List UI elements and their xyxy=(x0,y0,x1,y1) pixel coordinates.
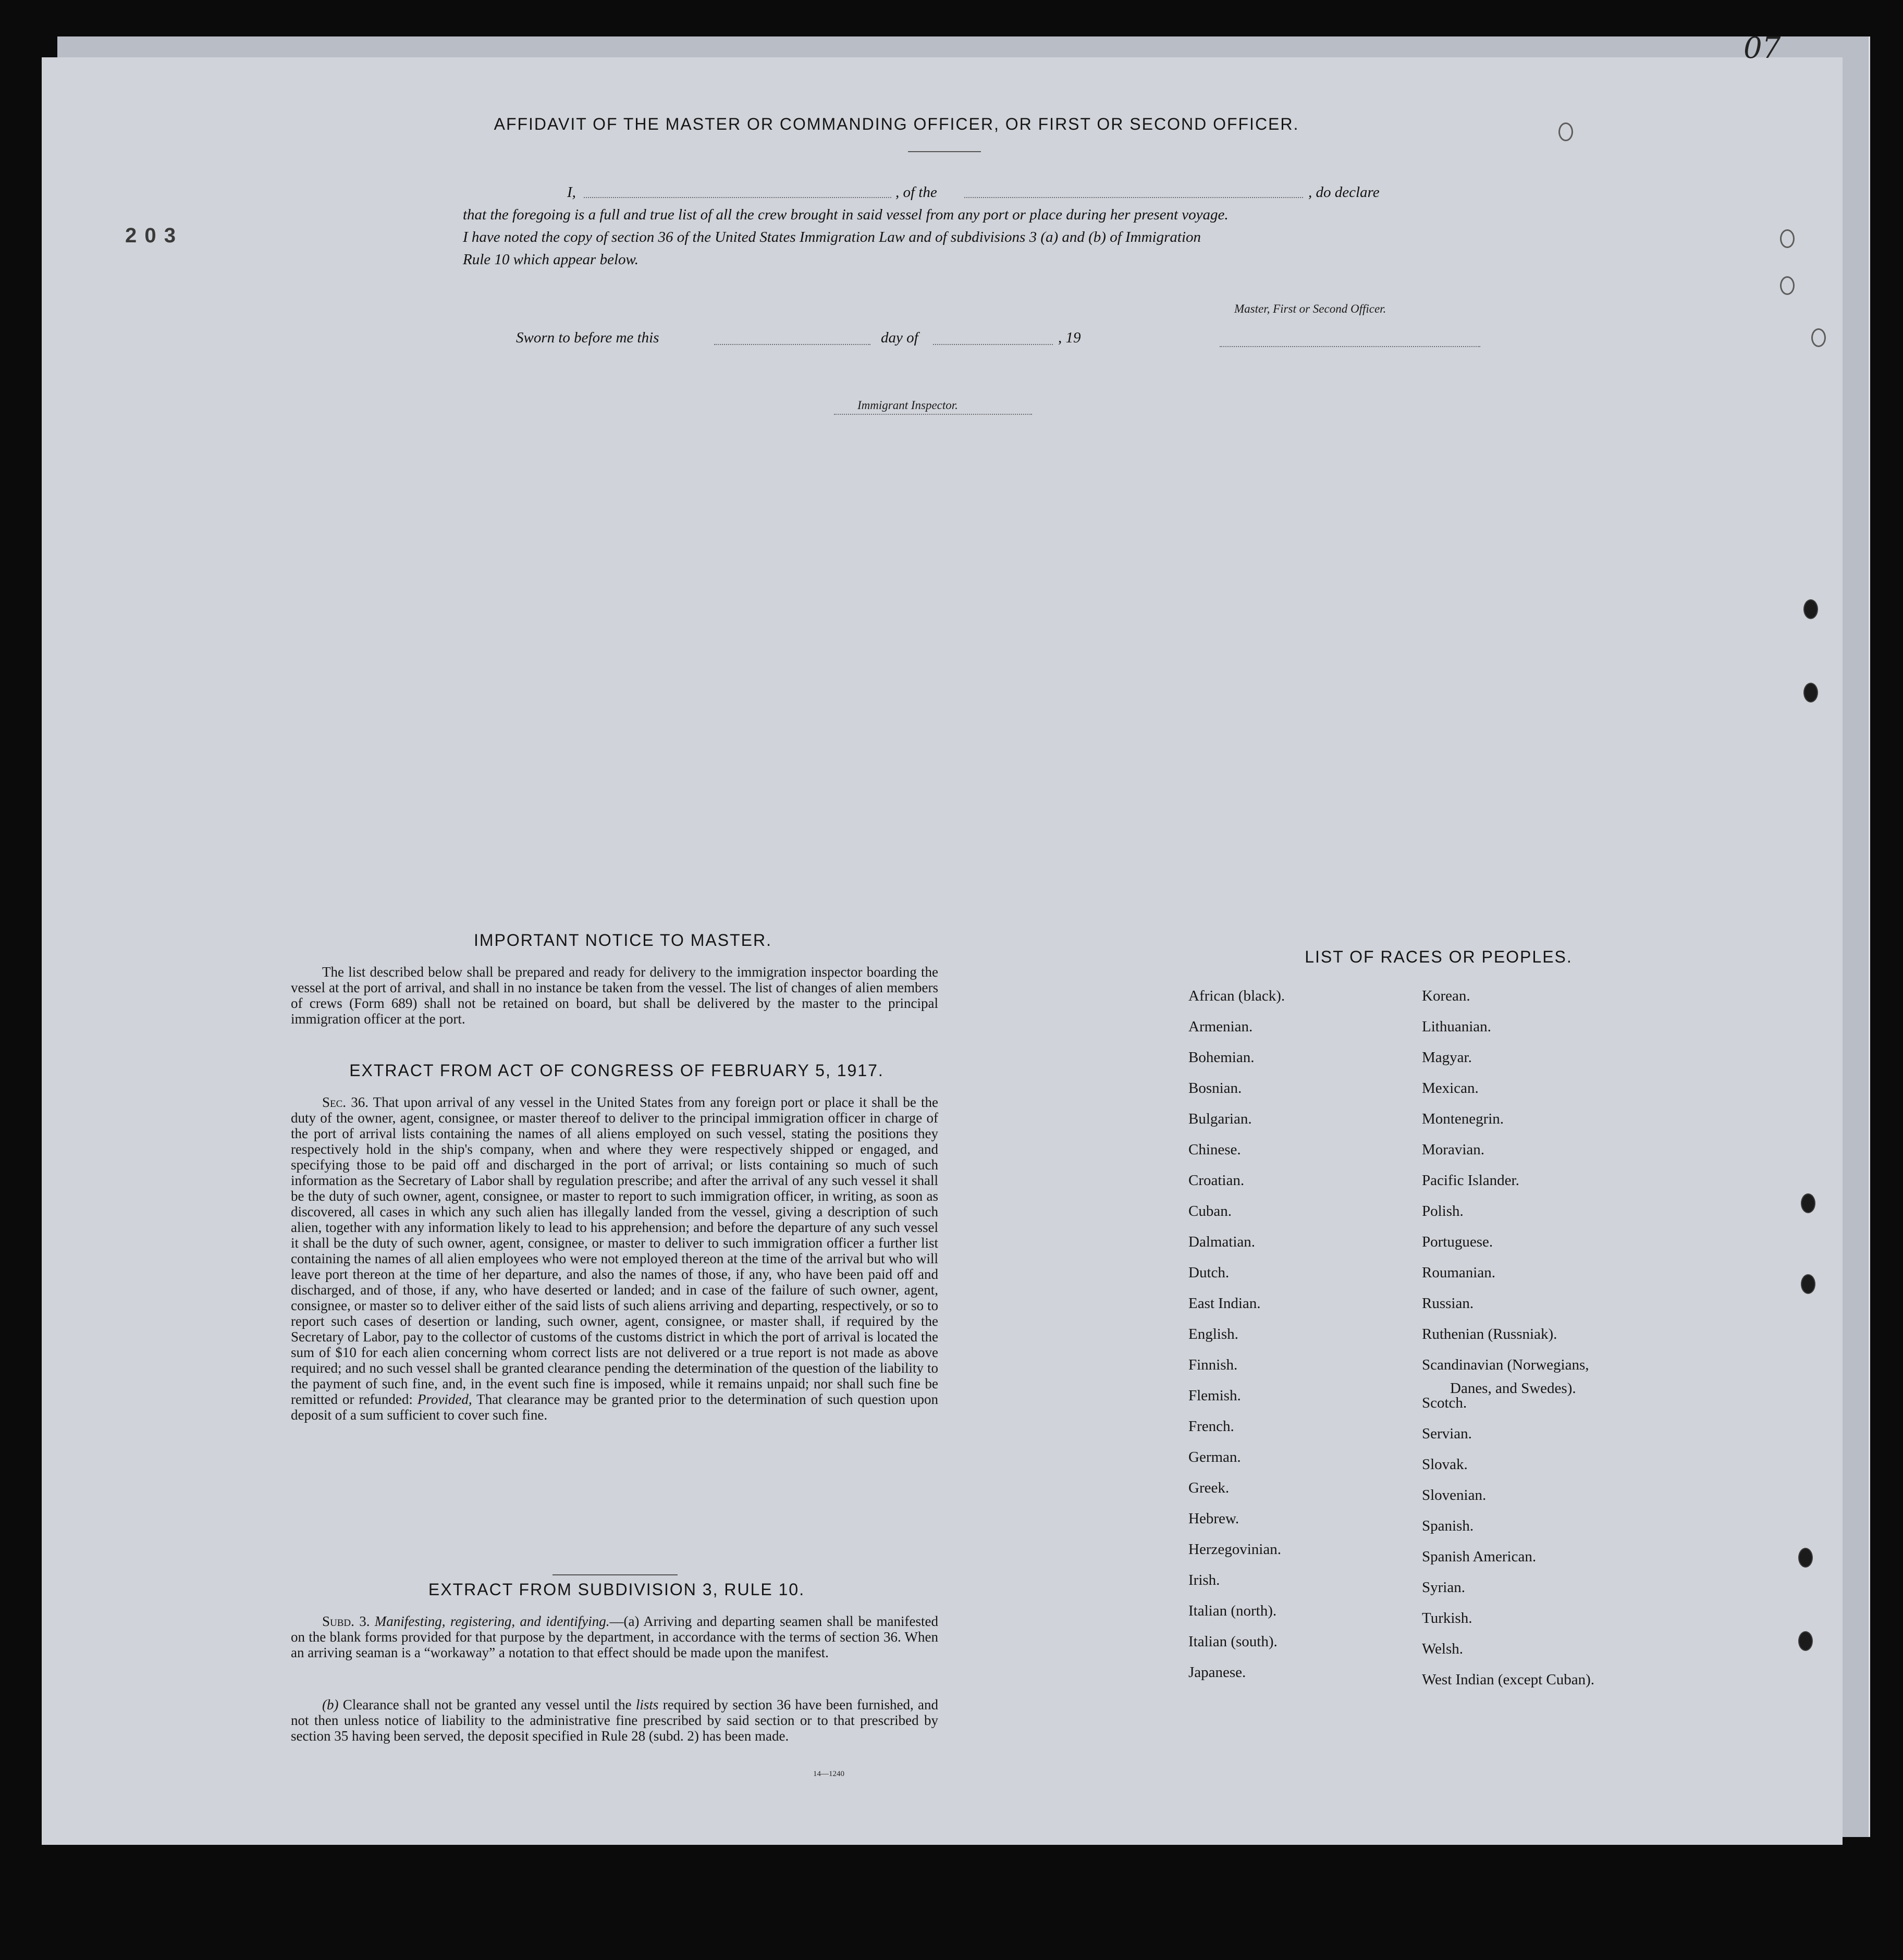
race-right-11: Ruthenian (Russniak). xyxy=(1422,1326,1557,1342)
side-stamp: 2 0 3 xyxy=(125,224,177,247)
race-left-4: Bulgarian. xyxy=(1188,1111,1252,1127)
race-left-16: Greek. xyxy=(1188,1480,1230,1496)
races-right-column xyxy=(1422,981,1755,1695)
sworn-text: Sworn to before me this xyxy=(516,329,659,346)
inspector-caption: Immigrant Inspector. xyxy=(857,399,958,412)
binder-hole-4 xyxy=(1801,1274,1815,1294)
sworn-year-prefix: , 19 xyxy=(1058,329,1081,346)
race-right-3: Mexican. xyxy=(1422,1080,1479,1096)
rule-para-a xyxy=(291,1613,938,1660)
race-right-12: Scandinavian (Norwegians, xyxy=(1422,1357,1589,1373)
declaration-do-declare: , do declare xyxy=(1308,184,1380,201)
race-right-0: Korean. xyxy=(1422,988,1470,1004)
form-number: 14—1240 xyxy=(813,1770,844,1778)
rule-para-b-text-2: required by section 36 have been furnished, and not then unless notice of liability to the administrative fine prescribed by said section or to that prescribed by section 35 having been served, the deposit specified in Rule 28 (subd. 2) has been made. xyxy=(291,1697,939,1744)
race-right-17: Spanish. xyxy=(1422,1518,1474,1534)
rule-para-b-text-1: Clearance shall not be granted any vessel until the xyxy=(342,1697,632,1712)
race-right-13: Scotch. xyxy=(1422,1395,1467,1411)
binder-ring-3 xyxy=(1780,276,1795,295)
binder-hole-2 xyxy=(1803,683,1818,702)
race-right-20: Turkish. xyxy=(1422,1610,1472,1626)
sworn-day-blank xyxy=(714,331,870,345)
race-left-21: Italian (south). xyxy=(1188,1633,1278,1650)
binder-ring-1 xyxy=(1558,122,1573,141)
rule-para-b-lists: lists xyxy=(635,1697,659,1712)
binder-ring-4 xyxy=(1811,328,1826,347)
act-title: EXTRACT FROM ACT OF CONGRESS OF FEBRUARY 5, 1917. xyxy=(349,1061,884,1080)
document-page xyxy=(42,31,1843,1845)
page-number-mark: 07 xyxy=(1744,31,1781,65)
declaration-line-3: I have noted the copy of section 36 of the United States Immigration Law and of subdivisions 3 (a) and (b) of Immigration xyxy=(463,229,1201,245)
race-left-19: Irish. xyxy=(1188,1572,1220,1588)
race-left-0: African (black). xyxy=(1188,988,1285,1004)
race-left-5: Chinese. xyxy=(1188,1141,1241,1158)
master-signature-blank xyxy=(1220,334,1480,347)
race-left-13: Flemish. xyxy=(1188,1387,1241,1404)
race-left-6: Croatian. xyxy=(1188,1172,1245,1189)
act-main-text: That upon arrival of any vessel in the United States from any foreign port or place it shall be the duty of the owner, agent, consignee, or master thereof to deliver to the principal immigration officer in charge of the port of arrival lists containing the names of all aliens employed on such vessel, stating the positions they respectively hold in the ship's company, when and where they were respectively shipped or engaged, and specifying those to be paid off and discharged in the port of arrival; or lists containing so much of such information as the Secretary of Labor shall by regulation prescribe; and after the arrival of any such vessel it shall be the duty of such owner, agent, consignee, or master to report to such immigration officer, in writing, as soon as discovered, all cases in which any such alien has illegally landed from the vessel, giving a description of such alien, together with any information likely to lead to his apprehension; and before the departure of any such vessel it shall be the duty of such owner, agent, consignee, or master to deliver to such immigration officer a further list containing the names of all alien employees who were not employed thereon at the time of the arrival but who will leave port thereon at the time of her departure, and also the names of those, if any, who have been paid off and discharged, and of those, if any, who have deserted or landed; and in case of the failure of such owner, agent, consignee, or master so to deliver either of the said lists of such aliens arriving and departing, respectively, or so to report such cases of desertion or landing, such owner, agent, consignee, or master shall, if required by the Secretary of Labor, pay to the collector of customs of the customs district in which the port of arrival is located the sum of $10 for each alien concerning whom correct lists are not delivered or a true report is not made as above required; and no such vessel shall be granted clearance pending the determination of the question of the liability to the payment of such fine, and, in the event such fine is imposed, while it remains unpaid; nor shall such fine be remitted or refunded: xyxy=(291,1094,939,1407)
rule-para-a-lead: —(a) xyxy=(609,1613,640,1629)
binder-hole-6 xyxy=(1798,1631,1813,1651)
sworn-month-blank xyxy=(933,331,1053,345)
races-title: LIST OF RACES OR PEOPLES. xyxy=(1305,947,1573,966)
declaration-of-the: , of the xyxy=(895,184,937,201)
race-left-8: Dalmatian. xyxy=(1188,1234,1256,1250)
sworn-day-of: day of xyxy=(881,329,918,346)
vessel-blank xyxy=(964,184,1303,198)
rule-para-b xyxy=(291,1697,938,1744)
declaration-line-4: Rule 10 which appear below. xyxy=(463,251,639,268)
act-provided: Provided, xyxy=(417,1391,472,1407)
race-right-14: Servian. xyxy=(1422,1425,1472,1442)
binder-hole-3 xyxy=(1801,1193,1815,1213)
declaration-line-2: that the foregoing is a full and true list of all the crew brought in said vessel from any port or place during her present voyage. xyxy=(463,206,1229,223)
notice-text: The list described below shall be prepared and ready for delivery to the immigration inspector boarding the vessel at the port of arrival, and shall in no instance be taken from the vessel. The list of changes of alien members of crews (Form 689) shall not be retained on board, but shall be delivered by the master to the principal immigration officer at the port. xyxy=(291,964,938,1027)
rule-para-a-text: Arriving and departing seamen shall be manifested on the blank forms provided for that purpose by the department, in accordance with the terms of section 36. When an arriving seaman is a “workaway” a notation to that effect should be made upon the manifest. xyxy=(291,1613,939,1660)
race-right-9: Roumanian. xyxy=(1422,1264,1495,1281)
declaration-i: I, xyxy=(567,184,576,201)
race-right-21: Welsh. xyxy=(1422,1641,1464,1657)
race-left-2: Bohemian. xyxy=(1188,1049,1255,1066)
binder-hole-1 xyxy=(1803,599,1818,619)
affidavit-declaration xyxy=(463,181,1521,271)
master-caption: Master, First or Second Officer. xyxy=(1234,302,1386,315)
notice-title: IMPORTANT NOTICE TO MASTER. xyxy=(474,931,772,950)
races-left-column xyxy=(1188,981,1407,1688)
race-left-10: East Indian. xyxy=(1188,1295,1261,1312)
race-right-7: Polish. xyxy=(1422,1203,1464,1219)
race-left-22: Japanese. xyxy=(1188,1664,1246,1681)
rule-divider xyxy=(553,1574,678,1575)
race-right-22: West Indian (except Cuban). xyxy=(1422,1671,1595,1688)
race-right-5: Moravian. xyxy=(1422,1141,1484,1158)
race-left-20: Italian (north). xyxy=(1188,1602,1277,1619)
race-left-12: Finnish. xyxy=(1188,1357,1238,1373)
race-left-17: Hebrew. xyxy=(1188,1510,1239,1527)
title-divider xyxy=(908,151,981,152)
rule-subd-label: Subd. 3. xyxy=(322,1613,370,1629)
race-right-6: Pacific Islander. xyxy=(1422,1172,1519,1189)
race-right-15: Slovak. xyxy=(1422,1456,1468,1473)
name-blank xyxy=(584,184,891,198)
race-right-scandinavian-continued: Danes, and Swedes). xyxy=(1450,1380,1576,1397)
binder-ring-2 xyxy=(1780,229,1795,248)
race-left-3: Bosnian. xyxy=(1188,1080,1242,1096)
race-right-2: Magyar. xyxy=(1422,1049,1472,1066)
rule-para-b-lead: (b) xyxy=(322,1697,339,1712)
race-right-19: Syrian. xyxy=(1422,1579,1465,1596)
rule-subd-heading: Manifesting, registering, and identifying. xyxy=(374,1613,610,1629)
race-right-16: Slovenian. xyxy=(1422,1487,1487,1503)
race-left-15: German. xyxy=(1188,1449,1241,1465)
race-right-10: Russian. xyxy=(1422,1295,1474,1312)
race-right-8: Portuguese. xyxy=(1422,1234,1493,1250)
act-section-36 xyxy=(291,1094,938,1423)
act-closing-text: That clearance may be granted prior to the determination of such question upon deposit of a sum sufficient to cover such fine. xyxy=(291,1391,939,1423)
race-left-18: Herzegovinian. xyxy=(1188,1541,1281,1558)
race-left-7: Cuban. xyxy=(1188,1203,1232,1219)
race-right-4: Montenegrin. xyxy=(1422,1111,1504,1127)
race-left-14: French. xyxy=(1188,1418,1234,1435)
race-right-1: Lithuanian. xyxy=(1422,1018,1491,1035)
act-section-label: Sec. 36. xyxy=(322,1094,369,1110)
affidavit-title: AFFIDAVIT OF THE MASTER OR COMMANDING OFFICER, OR FIRST OR SECOND OFFICER. xyxy=(494,115,1299,133)
rule-title: EXTRACT FROM SUBDIVISION 3, RULE 10. xyxy=(428,1580,805,1599)
race-left-1: Armenian. xyxy=(1188,1018,1253,1035)
binder-hole-5 xyxy=(1798,1548,1813,1568)
race-left-9: Dutch. xyxy=(1188,1264,1230,1281)
race-right-18: Spanish American. xyxy=(1422,1548,1537,1565)
race-left-11: English. xyxy=(1188,1326,1238,1342)
